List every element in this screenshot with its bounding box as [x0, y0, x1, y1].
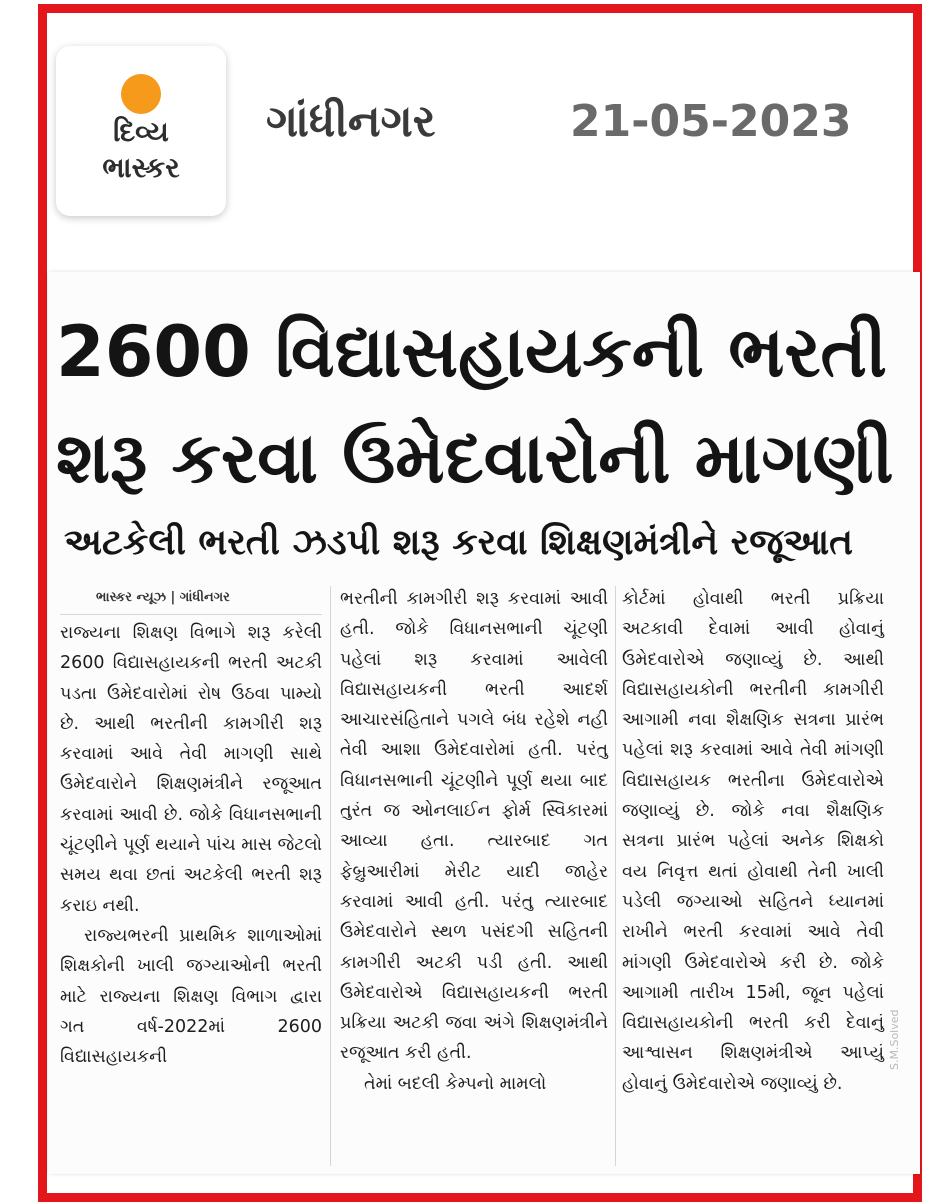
sun-icon [121, 74, 161, 114]
paragraph: તેમાં બદલી કેમ્પનો મામલો [364, 1073, 547, 1094]
column-divider [330, 586, 331, 1166]
paragraph: ભરતીની કામગીરી શરૂ કરવામાં આવી હતી. જોકે વિધાનસભાની ચૂંટણી પહેલાં શરૂ કરવામાં આવેલી વિદ્યાસહાયકની ભરતી આદર્શ આચારસંહિતાને પગલે બંધ રહેશે નહી તેવી આશા ઉમેદવારોમાં હતી. પરંતુ વિધાનસભાની ચૂંટણીને પૂર્ણ થયા બાદ તુરંત જ ઓનલાઈન ફોર્મ સ્વિકારમાં આવ્યા હતા. ત્યારબાદ ગત ફેબ્રુઆરીમાં મેરીટ યાદી જાહેર કરવામાં આવી હતી. પરંતુ ત્યારબાદ ઉમેદવારોને સ્થળ પસંદગી સહિતની કામગીરી અટકી પડી હતી. આથી ઉમેદવારોએ વિદ્યાસહાયકની ભરતી પ્રક્રિયા અટકી જવા અંગે શિક્ષણમંત્રીને રજૂઆત કરી હતી. [340, 589, 608, 1064]
article-column-3 [622, 584, 884, 1099]
headline-line-1: 2600 વિદ્યાસહાયકની ભરતી [56, 311, 887, 393]
headline-line-2: શરૂ કરવા ઉમેદવારોની માગણી [56, 417, 894, 499]
byline: ભાસ્કર ન્યૂઝ | ગાંધીનગર [96, 590, 230, 605]
divya-bhaskar-logo [56, 46, 226, 216]
logo-text-line2: ભાસ્કર [102, 151, 180, 184]
byline-rule [60, 614, 322, 615]
paragraph: કોર્ટમાં હોવાથી ભરતી પ્રક્રિયા અટકાવી દેવામાં આવી હોવાનું ઉમેદવારોએ જણાવ્યું છે. આથી વિદ્યાસહાયકોની ભરતીની કામગીરી આગામી નવા શૈક્ષણિક સત્રના પ્રારંભ પહેલાં શરૂ કરવામાં આવે તેવી માંગણી વિદ્યાસહાયક ભરતીના ઉમેદવારોએ જણાવ્યું છે. જોકે નવા શૈક્ષણિક સત્રના પ્રારંભ પહેલાં અનેક શિક્ષકો વય નિવૃત્ત થતાં હોવાથી તેની ખાલી પડેલી જગ્યાઓ સહિતને ધ્યાનમાં રાખીને ભરતી કરવામાં આવે તેવી માંગણી ઉમેદવારોએ કરી છે. જોકે આગામી તારીખ 15મી, જૂન પહેલાં વિદ્યાસહાયકોની ભરતી કરી દેવાનું આશ્વાસન શિક્ષણમંત્રીએ આપ્યું હોવાનું ઉમેદવારોએ જણાવ્યું છે. [622, 589, 884, 1094]
column-divider [615, 586, 616, 1166]
paragraph: રાજ્યભરની પ્રાથમિક શાળાઓમાં શિક્ષકોની ખાલી જગ્યાઓની ભરતી માટે રાજ્યના શિક્ષણ વિભાગ દ્વારા ગત વર્ષ-2022માં 2600 વિદ્યાસહાયકની [60, 925, 322, 1068]
paragraph: રાજ્યના શિક્ષણ વિભાગે શરૂ કરેલી 2600 વિદ્યાસહાયકની ભરતી અટકી પડતા ઉમેદવારોમાં રોષ ઉઠવા પામ્યો છે. આથી ભરતીની કામગીરી શરૂ કરવામાં આવે તેવી માગણી સાથે ઉમેદવારોને શિક્ષણમંત્રીને રજૂઆત કરવામાં આવી છે. જોકે વિધાનસભાની ચૂંટણીને પૂર્ણ થયાને પાંચ માસ જેટલો સમય થવા છતાં અટકેલી ભરતી શરૂ કરાઇ નથી. [60, 623, 322, 916]
subheadline: અટકેલી ભરતી ઝડપી શરૂ કરવા શિક્ષણમંત્રીને રજૂઆત [64, 522, 854, 563]
logo-text-line1: દિવ્ય [113, 115, 169, 148]
watermark: S.M.Solved [888, 1009, 901, 1070]
article-column-2 [340, 584, 608, 1099]
edition-date: 21-05-2023 [570, 96, 852, 147]
edition-city: ગાંધીનગર [266, 96, 436, 147]
article-column-1 [60, 618, 322, 1072]
